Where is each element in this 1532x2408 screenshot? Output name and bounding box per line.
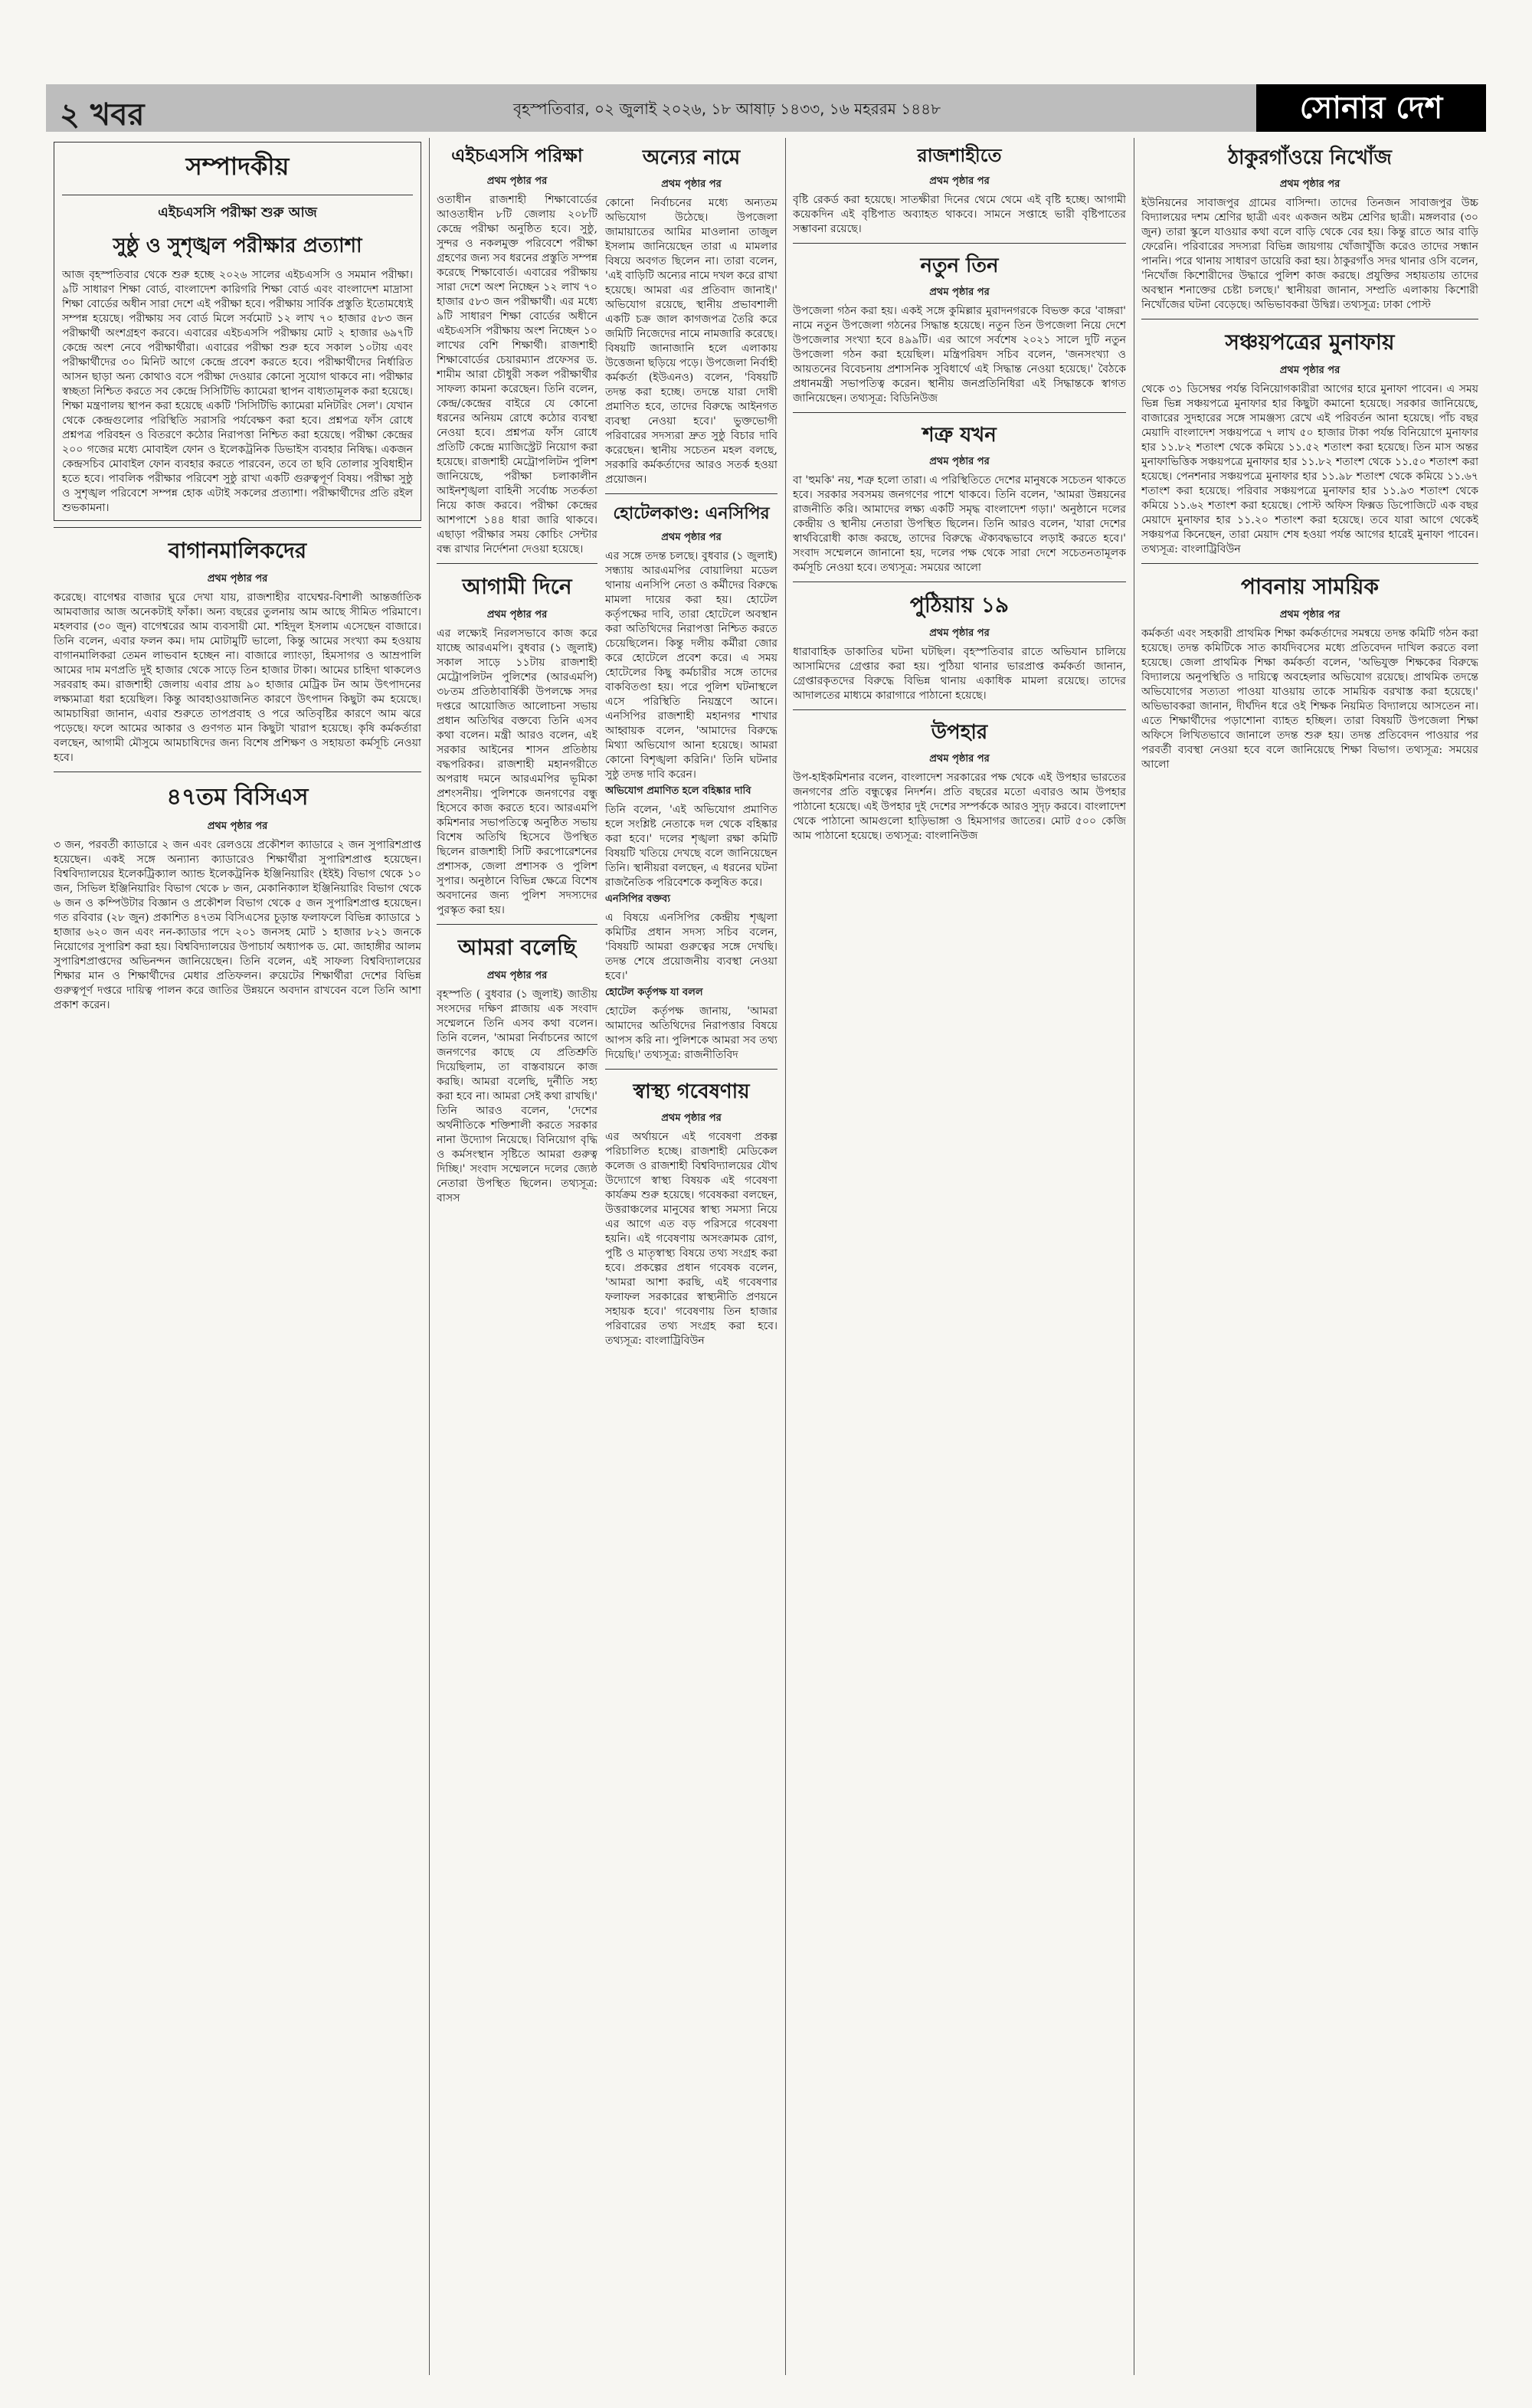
others-headline: অন্যের নামে: [642, 146, 741, 169]
thakurgaon-body: ইউনিয়নের সাবাজপুর গ্রামের বাসিন্দা। তাদের তিনজন সাবাজপুর উচ্চ বিদ্যালয়ের দশম শ্রেণির ছাত্রী এবং একজন অষ্টম শ্রেণির ছাত্রী। মঙ্গলবার (৩০ জুন) তারা স্কুলে যাওয়ার কথা বলে বাড়ি থেকে বের হয়। কিন্তু রাতে আর বাড়ি ফেরেনি। পরিবারের সদস্যরা বিভিন্ন জায়গায় খোঁজাখুঁজি করেও তাদের সন্ধান পাননি। পরে থানায় সাধারণ ডায়েরি করা হয়। ঠাকুরগাঁও সদর থানার ওসি বলেন, 'নিখোঁজ কিশোরীদের উদ্ধারে পুলিশ কাজ করছে। প্রযুক্তির সহায়তায় তাদের অবস্থান শনাক্তের চেষ্টা চলছে।' স্থানীয়রা জানান, সম্প্রতি এলাকায় কিশোরী নিখোঁজের ঘটনা বেড়েছে। অভিভাবকরা উদ্বিগ্ন। তথ্যসূত্র: ঢাকা পোস্ট: [1141, 197, 1478, 311]
column-5: [1141, 142, 1478, 2348]
rajshahi-body: বৃষ্টি রেকর্ড করা হয়েছে। সাতক্ষীরা দিনের থেমে থেমে এই বৃষ্টি হচ্ছে। আগামী কয়েকদিন এই বৃষ্টিপাত অব্যাহত থাকবে। সামনে সপ্তাহে ভারী বৃষ্টিপাতের সম্ভাবনা রয়েছে।: [793, 194, 1126, 235]
pabna-kicker: প্রথম পৃষ্ঠার পর: [1279, 609, 1340, 621]
date-line: বৃহস্পতিবার, ০২ জুলাই ২০২৬, ১৮ আষাঢ় ১৪৩৩, ১৬ মহররম ১৪৪৮: [513, 100, 941, 118]
pabna-headline: পাবনায় সাময়িক: [1240, 574, 1380, 599]
hotel-auth-body: হোটেল কর্তৃপক্ষ জানায়, 'আমরা আমাদের অতিথিদের নিরাপত্তার বিষয়ে আপস করি না। পুলিশকে আমরা সব তথ্য দিয়েছি।' তথ্যসূত্র: রাজনীতিবিদ: [605, 1005, 777, 1061]
upcoming-headline: আগামী দিনে: [462, 574, 572, 599]
we-say-headline: আমরা বলেছি: [457, 935, 577, 960]
editorial-section-title: সম্পাদকীয়: [185, 152, 290, 181]
health-body: এর অর্থায়নে এই গবেষণা প্রকল্প পরিচালিত হচ্ছে। রাজশাহী মেডিকেল কলেজ ও রাজশাহী বিশ্ববিদ্যালয়ের যৌথ উদ্যোগে স্বাস্থ্য বিষয়ক এই গবেষণা কার্যক্রম শুরু হয়েছে। গবেষকরা বলছেন, উত্তরাঞ্চলের মানুষের স্বাস্থ্য সমস্যা নিয়ে এর আগে এত বড় পরিসরে গবেষণা হয়নি। এই গবেষণায় অসংক্রামক রোগ, পুষ্টি ও মাতৃস্বাস্থ্য বিষয়ে তথ্য সংগ্রহ করা হবে। প্রকল্পের প্রধান গবেষক বলেন, 'আমরা আশা করছি, এই গবেষণার ফলাফল সরকারের স্বাস্থ্যনীতি প্রণয়নে সহায়ক হবে।' গবেষণায় তিন হাজার পরিবারের তথ্য সংগ্রহ করা হবে। তথ্যসূত্র: বাংলাট্রিবিউন: [605, 1131, 777, 1347]
savings-headline: সঞ্চয়পত্রের মুনাফায়: [1225, 329, 1395, 355]
new-three-headline: নতুন তিন: [920, 254, 999, 277]
health-kicker: প্রথম পৃষ্ঠার পর: [661, 1112, 722, 1124]
editorial-body: আজ বৃহস্পতিবার থেকে শুরু হচ্ছে ২০২৬ সালের এইচএসসি ও সমমান পরীক্ষা। ৯টি সাধারণ শিক্ষা বোর্ড, বাংলাদেশ কারিগরি শিক্ষা বোর্ড এবং বাংলাদেশ মাদ্রাসা শিক্ষা বোর্ডের অধীন সারা দেশে এই পরীক্ষা হবে। পরীক্ষায় সার্বিক প্রস্তুতি ইতোমধ্যেই সম্পন্ন হয়েছে। পরীক্ষায় সব বোর্ড মিলে সর্বমোট ১২ লাখ ৭০ হাজার ৫৮৩ জন পরীক্ষার্থী অংশগ্রহণ করবে। এবারের এইচএসসি পরীক্ষায় মোট ২ হাজার ৬৯৭টি কেন্দ্রে অংশ নেবে পরীক্ষার্থীরা। এবারের পরীক্ষা শুরু হবে সকাল ১০টায় এবং পরীক্ষার্থীদের ৩০ মিনিট আগে কেন্দ্রে প্রবেশ করতে হবে। পরীক্ষার্থীদের নির্ধারিত আসন ছাড়া অন্য কোথাও বসে পরীক্ষা দেওয়ার কোনো সুযোগ থাকবে না। পরীক্ষার স্বচ্ছতা নিশ্চিত করতে সব কেন্দ্রে সিসিটিভি ক্যামেরা স্থাপন বাধ্যতামূলক করা হয়েছে। শিক্ষা মন্ত্রণালয় স্থাপন করা হয়েছে একটি 'সিসিটিভি ক্যামেরা মনিটরিং সেল'। যেখান থেকে কেন্দ্রগুলোর পরিস্থিতি সরাসরি পর্যবেক্ষণ করা হবে। প্রশ্নপত্র ফাঁস রোধে প্রশ্নপত্র পরিবহন ও বিতরণে কঠোর নিরাপত্তা নিশ্চিত করা হয়েছে। পরীক্ষা কেন্দ্রের ২০০ গজের মধ্যে মোবাইল ফোন ও ইলেকট্রনিক ডিভাইস ব্যবহার নিষিদ্ধ। একজন কেন্দ্রসচিব মোবাইল ফোন ব্যবহার করতে পারবেন, তবে তা ছবি তোলার সুবিধাহীন হতে হবে। পাবলিক পরীক্ষার পরিবেশ সুষ্ঠু রাখা একটি গুরুত্বপূর্ণ বিষয়। পরীক্ষা সুষ্ঠু ও সুশৃঙ্খল পরিবেশে সম্পন্ন হোক এটাই সকলের প্রত্যাশা। পরীক্ষার্থীদের প্রতি রইল শুভকামনা।: [62, 269, 413, 514]
hotel-body: এর সঙ্গে তদন্ত চলছে। বুধবার (১ জুলাই) সন্ধ্যায় আরএমপির বোয়ালিয়া মডেল থানায় এনসিপি নেতা ও কর্মীদের বিরুদ্ধে মামলা দায়ের করা হয়। হোটেল কর্তৃপক্ষের দাবি, তারা হোটেলে অবস্থান করা অতিথিদের নিরাপত্তা নিশ্চিত করতে চেয়েছিলেন। কিন্তু দলীয় কর্মীরা জোর করে হোটেলে প্রবেশ করে। এ সময় হোটেলের কিছু কর্মচারীর সঙ্গে তাদের বাকবিতণ্ডা হয়। পরে পুলিশ ঘটনাস্থলে এসে পরিস্থিতি নিয়ন্ত্রণে আনে। এনসিপির রাজশাহী মহানগর শাখার আহ্বায়ক বলেন, 'আমাদের বিরুদ্ধে মিথ্যা অভিযোগ আনা হয়েছে। আমরা কোনো বিশৃঙ্খলা করিনি।' তিনি ঘটনার সুষ্ঠু তদন্ত দাবি করেন।: [605, 550, 777, 781]
bcs-body: ৩ জন, পরবর্তী ক্যাডারে ২ জন এবং রেলওয়ে প্রকৌশল ক্যাডারে ২ জন সুপারিশপ্রাপ্ত হয়েছেন। একই সঙ্গে অন্যান্য ক্যাডারেও শিক্ষার্থীরা সুপারিশপ্রাপ্ত হয়েছেন। বিশ্ববিদ্যালয়ের ইলেকট্রিক্যাল অ্যান্ড ইলেকট্রনিক ইঞ্জিনিয়ারিং (ইইই) বিভাগ থেকে ১০ জন, সিভিল ইঞ্জিনিয়ারিং বিভাগ থেকে ৮ জন, মেকানিক্যাল ইঞ্জিনিয়ারিং বিভাগ থেকে ৬ জন ও কম্পিউটার বিজ্ঞান ও প্রকৌশল বিভাগ থেকে ৫ জন সুপারিশপ্রাপ্ত হয়েছেন। গত রবিবার (২৮ জুন) প্রকাশিত ৪৭তম বিসিএসের চূড়ান্ত ফলাফলে বিভিন্ন ক্যাডারে ১ হাজার ৬২০ জন এবং নন-ক্যাডার পদে ২০১ জনসহ মোট ১ হাজার ৮২১ জনকে নিয়োগের সুপারিশ করা হয়। বিশ্ববিদ্যালয়ের উপাচার্য অধ্যাপক ড. মো. জাহাঙ্গীর আলম সুপারিশপ্রাপ্তদের অভিনন্দন জানিয়েছেন। তিনি বলেন, এই সাফল্য বিশ্ববিদ্যালয়ের শিক্ষার মান ও শিক্ষার্থীদের মেধার প্রতিফলন। রুয়েটের শিক্ষার্থীরা দেশের বিভিন্ন গুরুত্বপূর্ণ দপ্তরে দায়িত্ব পালন করে জাতির উন্নয়নে অবদান রাখবেন বলে তিনি আশা প্রকাশ করেন।: [54, 839, 421, 1011]
masthead: সোনার দেশ: [1256, 84, 1486, 132]
editorial-headline: সুষ্ঠু ও সুশৃঙ্খল পরীক্ষার প্রত্যাশা: [113, 234, 362, 257]
enemy-headline: শত্রু যখন: [922, 424, 997, 447]
allegation-subhead: অভিযোগ প্রমাণিত হলে বহিষ্কার দাবি: [605, 785, 751, 797]
others-kicker: প্রথম পৃষ্ঠার পর: [661, 179, 722, 190]
thakurgaon-kicker: প্রথম পৃষ্ঠার পর: [1279, 179, 1340, 190]
editorial-box: [54, 142, 421, 521]
others-body: কোনো নির্বাচনের মধ্যে অন্যতম অভিযোগ উঠেছে। উপজেলা জামায়াতের আমির মাওলানা তাজুল ইসলাম জানিয়েছেন তারা এ মামলার বিষয়ে অবগত ছিলেন না। তারা বলেন, 'এই বাড়িটি অন্যের নামে দখল করে রাখা হয়েছে। আমরা এর প্রতিবাদ জানাই।' অভিযোগ রয়েছে, স্থানীয় প্রভাবশালী একটি চক্র জাল কাগজপত্র তৈরি করে জমিটি নিজেদের নামে নামজারি করেছে। বিষয়টি জানাজানি হলে এলাকায় উত্তেজনা ছড়িয়ে পড়ে। উপজেলা নির্বাহী কর্মকর্তা (ইউএনও) বলেন, 'বিষয়টি তদন্ত করা হচ্ছে। তদন্তে যারা দোষী প্রমাণিত হবে, তাদের বিরুদ্ধে আইনগত ব্যবস্থা নেওয়া হবে।' ভুক্তভোগী পরিবারের সদস্যরা দ্রুত সুষ্ঠু বিচার দাবি করেছেন। স্থানীয় সচেতন মহল বলছে, সরকারি কর্মকর্তাদের আরও সতর্ক হওয়া প্রয়োজন।: [605, 197, 777, 486]
hotel-auth-subhead: হোটেল কর্তৃপক্ষ যা বলল: [605, 987, 703, 998]
we-say-kicker: প্রথম পৃষ্ঠার পর: [486, 970, 548, 981]
column-2: [437, 142, 597, 2348]
enemy-kicker: প্রথম পৃষ্ঠার পর: [929, 456, 990, 467]
puthia-body: ধারাবাহিক ডাকাতির ঘটনা ঘটছিল। বৃহস্পতিবার রাতে অভিযান চালিয়ে আসামিদের গ্রেপ্তার করা হয়। পুঠিয়া থানার ভারপ্রাপ্ত কর্মকর্তা জানান, গ্রেপ্তারকৃতদের বিরুদ্ধে বিভিন্ন থানায় একাধিক মামলা রয়েছে। তাদের আদালতের মাধ্যমে কারাগারে পাঠানো হয়েছে।: [793, 646, 1126, 702]
hsc-exam-kicker: প্রথম পৃষ্ঠার পর: [486, 175, 548, 187]
column-1: [54, 142, 421, 2348]
hotel-headline: হোটেলকাণ্ড: এনসিপির: [613, 503, 770, 523]
thakurgaon-headline: ঠাকুরগাঁওয়ে নিখোঁজ: [1228, 146, 1392, 169]
puthia-kicker: প্রথম পৃষ্ঠার পর: [929, 627, 990, 639]
rajshahi-headline: রাজশাহীতে: [917, 144, 1002, 166]
gift-kicker: প্রথম পৃষ্ঠার পর: [929, 753, 990, 765]
allegation-body: তিনি বলেন, 'এই অভিযোগ প্রমাণিত হলে সংশ্লিষ্ট নেতাকে দল থেকে বহিষ্কার করা হবে।' দলের শৃঙ্খলা রক্ষা কমিটি বিষয়টি খতিয়ে দেখছে বলে জানিয়েছেন তিনি। স্থানীয়রা বলছেন, এ ধরনের ঘটনা রাজনৈতিক পরিবেশকে কলুষিত করে।: [605, 804, 777, 889]
puthia-headline: পুঠিয়ায় ১৯: [909, 592, 1010, 618]
gardener-kicker: প্রথম পৃষ্ঠার পর: [207, 573, 268, 585]
savings-body: থেকে ৩১ ডিসেম্বর পর্যন্ত বিনিয়োগকারীরা আগের হারে মুনাফা পাবেন। এ সময় ভিন্ন ভিন্ন সঞ্চয়পত্রে মুনাফার হার কিছুটা কমানো হয়েছে। সরকার জানিয়েছে, বাজারের সুদহারের সঙ্গে সামঞ্জস্য রেখে এই পরিবর্তন আনা হয়েছে। পাঁচ বছর মেয়াদি বাংলাদেশ সঞ্চয়পত্রে ৭ লাখ ৫০ হাজার টাকা পর্যন্ত বিনিয়োগে মুনাফার হার ১১.৮২ শতাংশ থেকে কমিয়ে ১১.৫২ শতাংশ করা হয়েছে। তিন মাস অন্তর মুনাফাভিত্তিক সঞ্চয়পত্রে মুনাফার হার ১১.৮২ শতাংশ থেকে ১১.৫০ শতাংশ করা হয়েছে। পেনশনার সঞ্চয়পত্রে মুনাফার হার ১১.৯৮ শতাংশ থেকে কমিয়ে ১১.৬৭ শতাংশ করা হয়েছে। পরিবার সঞ্চয়পত্রে মুনাফার হার ১১.৯৩ শতাংশ থেকে কমিয়ে ১১.৬২ শতাংশ করা হয়েছে। পোস্ট অফিস ফিক্সড ডিপোজিটে এক বছর মেয়াদে মুনাফার হার ১১.২০ শতাংশ করা হয়েছে। তবে যারা আগে থেকেই সঞ্চয়পত্র কিনেছেন, তারা মেয়াদ শেষ হওয়া পর্যন্ত আগের হারেই মুনাফা পাবেন। তথ্যসূত্র: বাংলাট্রিবিউন: [1141, 383, 1478, 555]
new-three-body: উপজেলা গঠন করা হয়। একই সঙ্গে কুমিল্লার মুরাদনগরকে বিভক্ত করে 'বাঙ্গরা' নামে নতুন উপজেলা গঠনের সিদ্ধান্ত হয়েছে। নতুন তিন উপজেলা নিয়ে দেশে উপজেলার সংখ্যা হবে ৪৯৯টি। এর আগে সর্বশেষ ২০২১ সালে দুটি নতুন উপজেলা গঠন করা হয়েছিল। মন্ত্রিপরিষদ সচিব বলেন, 'জনসংখ্যা ও আয়তনের বিবেচনায় প্রশাসনিক সুবিধার্থে এই সিদ্ধান্ত নেওয়া হয়েছে।' বৈঠকে প্রধানমন্ত্রী সভাপতিত্ব করেন। স্থানীয় জনপ্রতিনিধিরা এই সিদ্ধান্তকে স্বাগত জানিয়েছেন। তথ্যসূত্র: বিডিনিউজ: [793, 305, 1126, 405]
ncp-statement-subhead: এনসিপির বক্তব্য: [605, 893, 671, 905]
hsc-exam-body: ওতাধীন রাজশাহী শিক্ষাবোর্ডের আওতাধীন ৮টি জেলায় ২০৮টি কেন্দ্রে পরীক্ষা অনুষ্ঠিত হবে। সুষ্ঠু, সুন্দর ও নকলমুক্ত পরিবেশে পরীক্ষা গ্রহণের জন্য সব ধরনের প্রস্তুতি সম্পন্ন করেছে শিক্ষাবোর্ড। এবারের পরীক্ষায় সারা দেশে অংশ নিচ্ছেন ১২ লাখ ৭০ হাজার ৫৮৩ জন পরীক্ষার্থী। এর মধ্যে ৯টি সাধারণ শিক্ষা বোর্ডের অধীনে এইচএসসি পরীক্ষায় অংশ নিচ্ছেন ১০ লাখের বেশি শিক্ষার্থী। রাজশাহী শিক্ষাবোর্ডের চেয়ারম্যান প্রফেসর ড. শামীম আরা চৌধুরী সকল পরীক্ষার্থীর সাফল্য কামনা করেছেন। তিনি বলেন, কেন্দ্র/কেন্দ্রের বাইরে যে কোনো ধরনের অনিয়ম রোধে কঠোর ব্যবস্থা নেওয়া হবে। প্রশ্নপত্র ফাঁস রোধে প্রতিটি কেন্দ্রে ম্যাজিস্ট্রেট নিয়োগ করা হয়েছে। রাজশাহী মেট্রোপলিটন পুলিশ জানিয়েছে, পরীক্ষা চলাকালীন আইনশৃঙ্খলা বাহিনী সর্বোচ্চ সতর্কতা নিয়ে কাজ করবে। পরীক্ষা কেন্দ্রের আশপাশে ১৪৪ ধারা জারি থাকবে। এছাড়া পরীক্ষার সময় কোচিং সেন্টার বন্ধ রাখার নির্দেশনা দেওয়া হয়েছে।: [437, 194, 597, 555]
health-headline: স্বাস্থ্য গবেষণায়: [633, 1080, 750, 1103]
page-label: ২ খবর: [60, 97, 145, 133]
new-three-kicker: প্রথম পৃষ্ঠার পর: [929, 287, 990, 298]
editorial-kicker: এইচএসসি পরীক্ষা শুরু আজ: [158, 205, 317, 221]
column-3: [605, 142, 777, 2348]
ncp-statement-body: এ বিষয়ে এনসিপির কেন্দ্রীয় শৃঙ্খলা কমিটির প্রধান সদস্য সচিব বলেন, 'বিষয়টি আমরা গুরুত্বের সঙ্গে দেখছি। তদন্ত শেষে প্রয়োজনীয় ব্যবস্থা নেওয়া হবে।': [605, 912, 777, 982]
gift-headline: উপহার: [931, 721, 988, 744]
page-header: [46, 84, 1486, 132]
gardener-body: করেছে। বাগেশ্বর বাজার ঘুরে দেখা যায়, রাজশাহীর বাঘেশ্বর-বিশালী আন্তর্জাতিক আমবাজার আজ অনেকটাই ফাঁকা। অন্য বছরের তুলনায় আম আছে সীমিত পরিমাণে। মহলবার (৩০ জুন) বাগেশ্বরের আম ব্যবসায়ী মো. শহিদুল ইসলাম এসেছেন বাজারে। তিনি বলেন, এবার ফলন কম। দাম মোটামুটি ভালো, কিন্তু আমের সংখ্যা কম হওয়ায় বাগানমালিকরা তেমন লাভবান হচ্ছেন না। বাজারে ল্যাংড়া, হিমসাগর ও আম্রপালি আমের দাম মণপ্রতি দুই হাজার থেকে সাড়ে তিন হাজার টাকা। আমের চাহিদা থাকলেও সরবরাহ কম। রাজশাহী জেলায় এবার প্রায় ৯০ হাজার মেট্রিক টন আম উৎপাদনের লক্ষ্যমাত্রা ধরা হয়েছিল। কিন্তু আবহাওয়াজনিত কারণে উৎপাদন কিছুটা কম হয়েছে। আমচাষিরা জানান, এবার শুরুতে তাপপ্রবাহ ও পরে অতিবৃষ্টির কারণে আম ঝরে পড়েছে। ফলে আমের আকার ও গুণগত মান কিছুটা খারাপ হয়েছে। কৃষি কর্মকর্তারা বলছেন, আগামী মৌসুমে আমচাষিদের জন্য বিশেষ প্রশিক্ষণ ও সহায়তা কর্মসূচি নেওয়া হবে।: [54, 591, 421, 764]
gift-body: উপ-হাইকমিশনার বলেন, বাংলাদেশ সরকারের পক্ষ থেকে এই উপহার ভারতের জনগণের প্রতি বন্ধুত্বের নিদর্শন। প্রতি বছরের মতো এবারও আম উপহার পাঠানো হয়েছে। এই উপহার দুই দেশের সম্পর্ককে আরও সুদৃঢ় করবে। বাংলাদেশ থেকে পাঠানো আমগুলো হাড়িভাঙ্গা ও হিমসাগর জাতের। মোট ৫০০ কেজি আম পাঠানো হয়েছে। তথ্যসূত্র: বাংলানিউজ: [793, 772, 1126, 842]
hsc-exam-headline: এইচএসসি পরিক্ষা: [451, 144, 583, 166]
column-4: [793, 142, 1126, 2348]
upcoming-body: এর লক্ষ্যেই নিরলসভাবে কাজ করে যাচ্ছে আরএমপি। বুধবার (১ জুলাই) সকাল সাড়ে ১১টায় রাজশাহী মেট্রোপলিটন পুলিশের (আরএমপি) ৩৮তম প্রতিষ্ঠাবার্ষিকী উপলক্ষে সদর দপ্তরে আয়োজিত আলোচনা সভায় প্রধান অতিথির বক্তব্যে তিনি এসব কথা বলেন। মন্ত্রী আরও বলেন, এই সরকার আইনের শাসন প্রতিষ্ঠায় বদ্ধপরিকর। রাজশাহী মহানগরীতে অপরাধ দমনে আরএমপির ভূমিকা প্রশংসনীয়। পুলিশকে জনগণের বন্ধু হিসেবে কাজ করতে হবে। আরএমপি কমিশনার সভাপতিত্বে অনুষ্ঠিত সভায় বিশেষ অতিথি হিসেবে উপস্থিত ছিলেন রাজশাহী সিটি করপোরেশনের প্রশাসক, জেলা প্রশাসক ও পুলিশ সুপার। অনুষ্ঠানে বিভিন্ন ক্ষেত্রে বিশেষ অবদানের জন্য পুলিশ সদস্যদের পুরস্কৃত করা হয়।: [437, 627, 597, 916]
we-say-body: বৃহস্পতি ( বুধবার (১ জুলাই) জাতীয় সংসদের দক্ষিণ প্লাজায় এক সংবাদ সম্মেলনে তিনি এসব কথা বলেন। তিনি বলেন, 'আমরা নির্বাচনের আগে জনগণের কাছে যে প্রতিশ্রুতি দিয়েছিলাম, তা বাস্তবায়নে কাজ করছি। আমরা বলেছি, দুর্নীতি সহ্য করা হবে না। আমরা সেই কথা রাখছি।' তিনি আরও বলেন, 'দেশের অর্থনীতিকে শক্তিশালী করতে সরকার নানা উদ্যোগ নিয়েছে। বিনিয়োগ বৃদ্ধি ও কর্মসংস্থান সৃষ্টিতে আমরা গুরুত্ব দিচ্ছি।' সংবাদ সম্মেলনে দলের জ্যেষ্ঠ নেতারা উপস্থিত ছিলেন। তথ্যসূত্র: বাসস: [437, 988, 597, 1204]
hotel-kicker: প্রথম পৃষ্ঠার পর: [661, 532, 722, 543]
upcoming-kicker: প্রথম পৃষ্ঠার পর: [486, 609, 548, 621]
gardener-headline: বাগানমালিকদের: [168, 538, 307, 563]
bcs-kicker: প্রথম পৃষ্ঠার পর: [207, 821, 268, 832]
savings-kicker: প্রথম পৃষ্ঠার পর: [1279, 365, 1340, 376]
pabna-body: কর্মকর্তা এবং সহকারী প্রাথমিক শিক্ষা কর্মকর্তাদের সমন্বয়ে তদন্ত কমিটি গঠন করা হয়েছে। তদন্ত কমিটিকে সাত কার্যদিবসের মধ্যে প্রতিবেদন দাখিল করতে বলা হয়েছে। জেলা প্রাথমিক শিক্ষা কর্মকর্তা বলেন, 'অভিযুক্ত শিক্ষকের বিরুদ্ধে বিদ্যালয়ে অনুপস্থিতি ও দায়িত্বে অবহেলার অভিযোগ রয়েছে। প্রাথমিক তদন্তে অভিযোগের সত্যতা পাওয়া যাওয়ায় তাকে সাময়িক বরখাস্ত করা হয়েছে।' অভিভাবকরা জানান, দীর্ঘদিন ধরে ওই শিক্ষক নিয়মিত বিদ্যালয়ে আসতেন না। এতে শিক্ষার্থীদের পড়াশোনা ব্যাহত হচ্ছিল। তারা বিষয়টি উপজেলা শিক্ষা অফিসে লিখিতভাবে জানালে তদন্ত শুরু হয়। তদন্ত প্রতিবেদন পাওয়ার পর পরবর্তী ব্যবস্থা নেওয়া হবে বলে জানিয়েছে শিক্ষা বিভাগ। তথ্যসূত্র: সময়ের আলো: [1141, 627, 1478, 771]
rajshahi-kicker: প্রথম পৃষ্ঠার পর: [929, 175, 990, 187]
enemy-body: বা 'হুমকি' নয়, শত্রু হলো তারা। এ পরিস্থিতিতে দেশের মানুষকে সচেতন থাকতে হবে। সরকার সবসময় জনগণের পাশে থাকবে। তিনি বলেন, 'আমরা উন্নয়নের রাজনীতি করি। আমাদের লক্ষ্য একটি সমৃদ্ধ বাংলাদেশ গড়া।' অনুষ্ঠানে দলের কেন্দ্রীয় ও স্থানীয় নেতারা উপস্থিত ছিলেন। তিনি আরও বলেন, 'যারা দেশের স্বার্থবিরোধী কাজ করছে, তাদের বিরুদ্ধে ঐক্যবদ্ধভাবে লড়াই করতে হবে।' সংবাদ সম্মেলনে জানানো হয়, দলের পক্ষ থেকে সারা দেশে সচেতনতামূলক কর্মসূচি নেওয়া হবে। তথ্যসূত্র: সময়ের আলো: [793, 474, 1126, 574]
bcs-headline: ৪৭তম বিসিএস: [166, 784, 309, 811]
